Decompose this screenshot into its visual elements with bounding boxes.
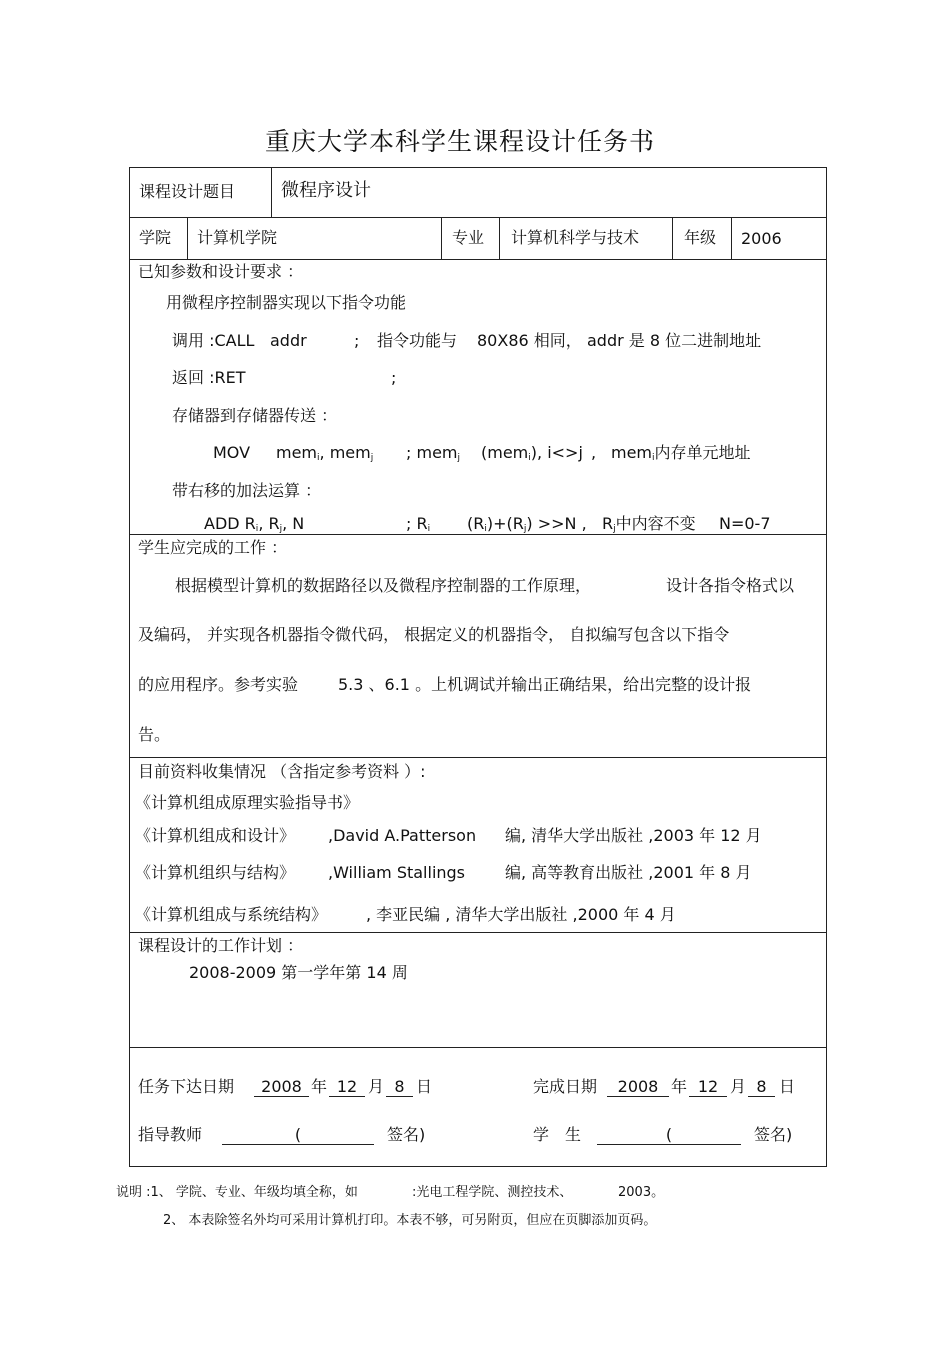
- col-divider: [441, 217, 442, 259]
- row-divider: [130, 932, 826, 933]
- mov-title: 存储器到存储器传送 ：: [172, 406, 338, 425]
- reference-1: 《计算机组成原理实验指导书》: [135, 793, 360, 812]
- college-value: 计算机学院: [197, 228, 278, 247]
- col-divider: [271, 168, 272, 217]
- note-2: 2、 本表除签名外均可采用计算机打印。本表不够，可另附页，但应在页脚添加页码。: [163, 1213, 657, 1228]
- work-line-1b: 设计各指令格式以: [666, 576, 795, 595]
- grade-label: 年级: [684, 228, 717, 247]
- requirements-intro: 用微程序控制器实现以下指令功能: [166, 293, 407, 312]
- col-divider: [672, 217, 673, 259]
- college-label: 学院: [139, 228, 172, 247]
- note-1b: :光电工程学院、测控技术、: [412, 1185, 573, 1200]
- topic-label: 课程设计题目: [139, 182, 236, 201]
- note-1c: 2003。: [618, 1185, 665, 1200]
- note-1a: 说明 :1、 学院、专业、年级均填全称，如: [116, 1185, 358, 1200]
- row-divider: [130, 217, 826, 218]
- add-title: 带右移的加法运算 ：: [172, 481, 322, 500]
- work-line-1a: 根据模型计算机的数据路径以及微程序控制器的工作原理，: [175, 576, 592, 595]
- row-divider: [130, 1047, 826, 1048]
- work-heading: 学生应完成的工作 ：: [138, 538, 288, 557]
- topic-value: 微程序设计: [281, 180, 371, 201]
- page-title: 重庆大学本科学生课程设计任务书: [264, 127, 655, 156]
- row-divider: [130, 757, 826, 758]
- row-divider: [130, 259, 826, 260]
- work-line-3b: 5.3 、6.1 。上机调试并输出正确结果，给出完整的设计报: [338, 675, 752, 694]
- work-line-4: 告。: [138, 725, 171, 744]
- requirements-heading: 已知参数和设计要求 ：: [138, 262, 304, 281]
- grade-value: 2006: [741, 229, 782, 248]
- col-divider: [499, 217, 500, 259]
- major-label: 专业: [452, 228, 485, 247]
- work-line-2: 及编码， 并实现各机器指令微代码， 根据定义的机器指令， 自拟编写包含以下指令: [138, 625, 730, 644]
- plan-value: 2008-2009 第一学年第 14 周: [189, 963, 408, 982]
- col-divider: [731, 217, 732, 259]
- work-line-3a: 的应用程序。参考实验: [138, 675, 299, 694]
- plan-heading: 课程设计的工作计划 ：: [138, 936, 304, 955]
- major-value: 计算机科学与技术: [511, 228, 640, 247]
- references-heading: 目前资料收集情况 （含指定参考资料 ）:: [138, 762, 426, 781]
- task-form-table: 课程设计题目 微程序设计 学院 计算机学院 专业 计算机科学与技术 年级 2006 已知参数和设计要求 ： 用微程序控制器实现以下指令功能 调用 :CALL addr ; 指令功能与 80X86 相同， addr 是 8 位二进制地址 返回 :RET ; 存储器到存储器传送 ： MOV mem$_i$, mem$_j$ ; mem$_j$ (mem$_i$), i<>j , mem$_i$内存单元地址 带右移的加法运算 ： ADD $R_i$, $R_j$, N ; $R_i$ $(R_i)+(R_j) >>N$ , $R_j$中内容不变 N=0-7 学生应完成的工作 ： 根据模型计算机的数据路径以及微程序控制器的工作原理， 设计各指令格式以 及编码， 并实现各机器指令微代码， 根据定义的机器指令， 自拟编写包含以下指令 的应用程序。参考实验 5.3 、6.1 。上机调试并输出正确结果，给出完整的设计报 告。 目前资料收集情况 （含指定参考资料 ）: 《计算机组成原理实验指导书》 《计算机组成和设计》 ,David A.Patterson 编, 清华大学出版社 ,2003 年 12 月 《计算机组织与结构》 ,William Stallings 编, 高等教育出版社 ,2001 年 8 月 《计算机组成与系统结构》 , 李亚民编 , 清华大学出版社 ,2000 年 4 月 课程设计的工作计划 ： 2008-2009 第一学年第 14 周 任务下达日期 2008 年 12 月 8 日 完成日期 2008 年 12 月 8 日 指导教师 ( 签名) 学 生 ( 签名): [129, 167, 827, 1167]
- col-divider: [187, 217, 188, 259]
